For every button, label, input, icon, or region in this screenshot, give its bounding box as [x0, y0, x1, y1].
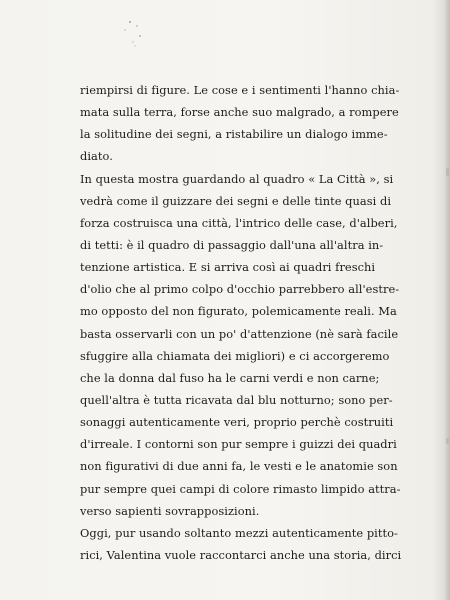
text-line: vedrà come il guizzare dei segni e delle tinte quasi di [80, 193, 392, 208]
text-line: forza costruisca una città, l'intrico delle case, d'alberi, [80, 215, 398, 230]
text-line: pur sempre quei campi di colore rimasto limpido attra- [80, 481, 401, 496]
text-line: mata sulla terra, forse anche suo malgrado, a rompere [80, 105, 399, 120]
page-edge-mark [446, 438, 449, 444]
page-edge-mark [446, 168, 449, 176]
text-line: d'irreale. I contorni son pur sempre i guizzi dei quadri [80, 437, 397, 452]
text-line: che la donna dal fuso ha le carni verdi e non carne; [80, 370, 380, 385]
text-line: rici, Valentina vuole raccontarci anche una storia, dirci [80, 547, 402, 562]
text-line: tenzione artistica. E si arriva così ai quadri freschi [80, 260, 376, 275]
text-line: Oggi, pur usando soltanto mezzi autenticamente pitto- [80, 525, 398, 540]
text-line: non figurativi di due anni fa, le vesti e le anatomie son [80, 459, 398, 474]
paper-specks [118, 16, 158, 56]
page-edge-shadow [444, 0, 450, 600]
text-line: la solitudine dei segni, a ristabilire un dialogo imme- [80, 127, 388, 142]
text-line: basta osservarli con un po' d'attenzione (nè sarà facile [80, 326, 399, 341]
body-text [80, 79, 402, 566]
text-line: d'olio che al primo colpo d'occhio parrebbero all'estre- [80, 282, 400, 297]
text-line: diato. [80, 149, 113, 164]
text-line: di tetti: è il quadro di passaggio dall'una all'altra in- [80, 237, 384, 252]
text-line: In questa mostra guardando al quadro « La Città », si [80, 171, 394, 186]
text-line: sonaggi autenticamente veri, proprio perchè costruiti [80, 415, 394, 430]
text-line: sfuggire alla chiamata dei migliori) e ci accorgeremo [80, 348, 390, 363]
text-line: verso sapienti sovrapposizioni. [80, 503, 260, 518]
text-line: quell'altra è tutta ricavata dal blu notturno; sono per- [80, 392, 393, 407]
text-line: mo opposto del non figurato, polemicamente reali. Ma [80, 304, 397, 319]
text-line: riempirsi di figure. Le cose e i sentimenti l'hanno chia- [80, 83, 400, 97]
